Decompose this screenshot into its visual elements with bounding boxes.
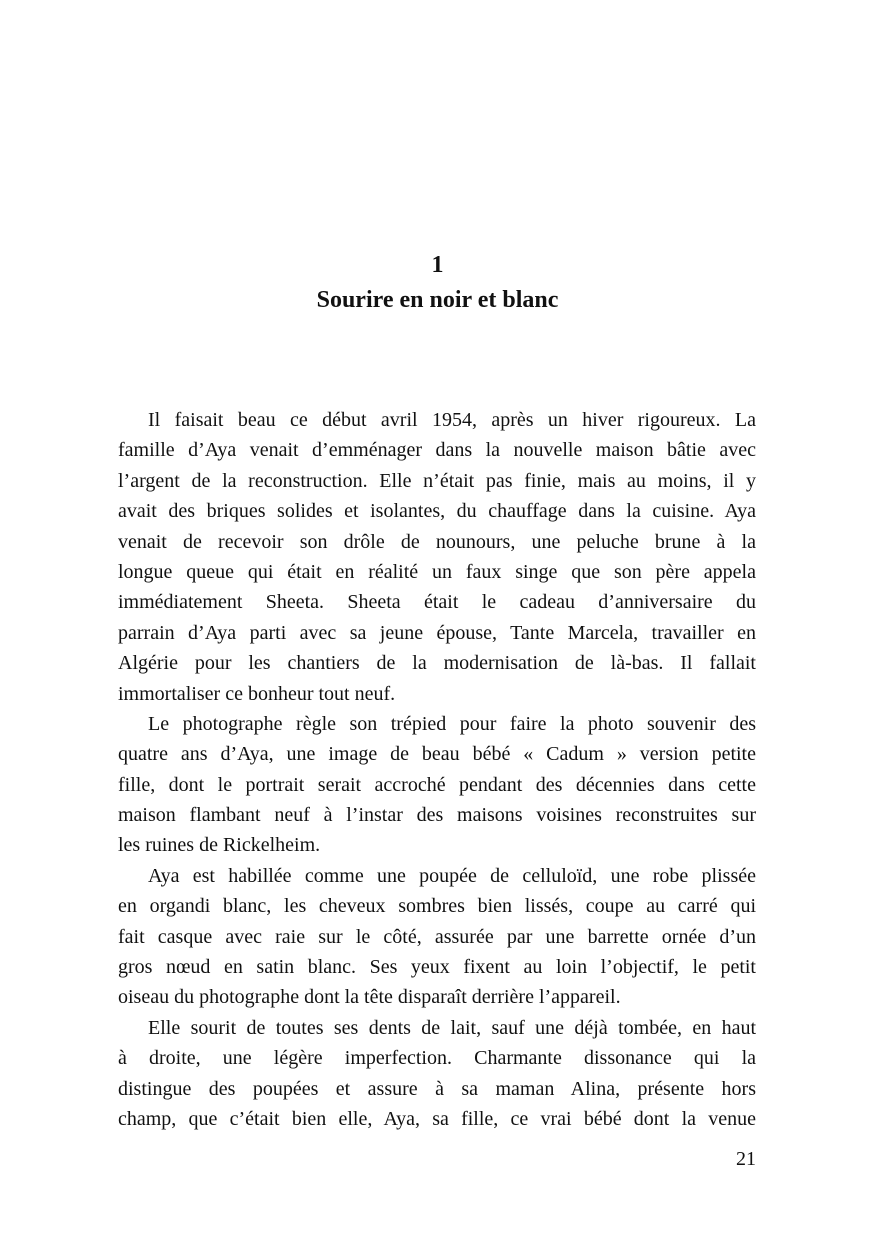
text-line: quatre ans d’Aya, une image de beau bébé « Cadum » version petite — [118, 743, 756, 766]
text-line: gros nœud en satin blanc. Ses yeux fixent au loin l’objectif, le petit — [118, 956, 756, 979]
text-line: immortaliser ce bonheur tout neuf. — [118, 682, 396, 705]
text-line: venait de recevoir son drôle de nounours, une peluche brune à la — [118, 530, 756, 553]
text-line: maison flambant neuf à l’instar des maisons voisines reconstruites sur — [118, 804, 756, 827]
text-line: immédiatement Sheeta. Sheeta était le cadeau d’anniversaire du — [118, 591, 756, 614]
body-text — [118, 405, 756, 1134]
text-line: fille, dont le portrait serait accroché pendant des décennies dans cette — [118, 773, 756, 796]
text-line: Algérie pour les chantiers de la modernisation de là-bas. Il fallait — [118, 652, 756, 675]
text-line: avait des briques solides et isolantes, du chauffage dans la cuisine. Aya — [118, 500, 756, 523]
text-line: oiseau du photographe dont la tête disparaît derrière l’appareil. — [118, 986, 621, 1009]
text-line: famille d’Aya venait d’emménager dans la nouvelle maison bâtie avec — [118, 439, 756, 462]
text-line: parrain d’Aya parti avec sa jeune épouse, Tante Marcela, travailler en — [118, 621, 756, 644]
text-line: distingue des poupées et assure à sa maman Alina, présente hors — [118, 1077, 756, 1100]
text-line: Elle sourit de toutes ses dents de lait, sauf une déjà tombée, en haut — [148, 1016, 756, 1039]
text-line: l’argent de la reconstruction. Elle n’était pas finie, mais au moins, il y — [118, 469, 756, 492]
text-line: les ruines de Rickelheim. — [118, 834, 321, 857]
text-line: fait casque avec raie sur le côté, assurée par une barrette ornée d’un — [118, 925, 756, 948]
text-line: Le photographe règle son trépied pour faire la photo souvenir des — [148, 712, 756, 735]
chapter-title: Sourire en noir et blanc — [316, 287, 559, 313]
chapter-number: 1 — [431, 252, 444, 278]
text-line: Il faisait beau ce début avril 1954, après un hiver rigoureux. La — [148, 409, 756, 431]
page-number: 21 — [736, 1148, 756, 1170]
text-line: champ, que c’était bien elle, Aya, sa fille, ce vrai bébé dont la venue — [118, 1107, 756, 1130]
text-line: en organdi blanc, les cheveux sombres bien lissés, coupe au carré qui — [118, 895, 756, 918]
text-line: Aya est habillée comme une poupée de celluloïd, une robe plissée — [148, 864, 756, 887]
text-line: longue queue qui était en réalité un faux singe que son père appela — [118, 560, 756, 583]
text-line: à droite, une légère imperfection. Charmante dissonance qui la — [118, 1047, 756, 1070]
